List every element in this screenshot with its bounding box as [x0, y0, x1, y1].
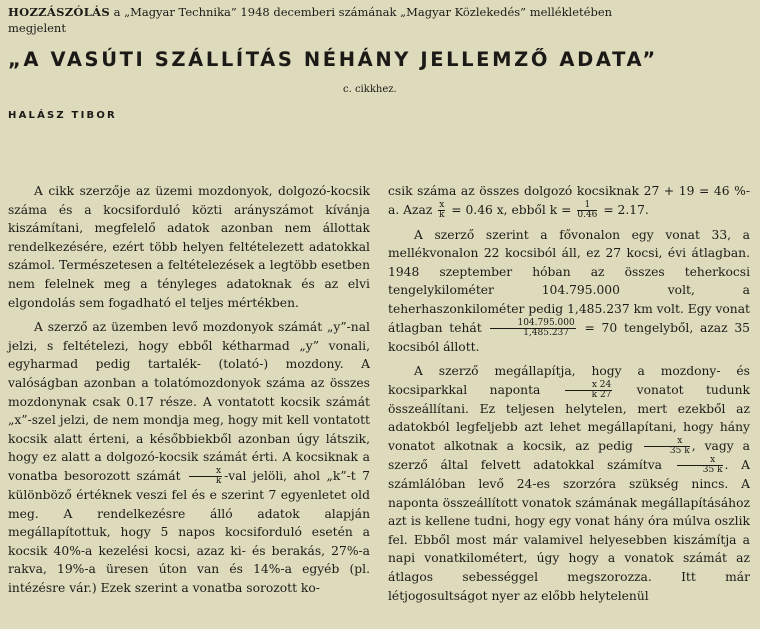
paragraph-text: A szerző megállapítja, hogy a mozdony- és kocsiparkkal naponta	[388, 364, 750, 397]
fraction	[438, 201, 445, 220]
header-note-bold: HOZZÁSZÓLÁS	[8, 5, 110, 19]
paragraph-text: csik száma az összes dolgozó kocsiknak 27 + 19 = 46 %-a. Azaz	[388, 184, 750, 217]
fraction-numerator: x	[677, 456, 723, 466]
fraction-denominator: k 27	[591, 389, 612, 400]
paragraph	[388, 182, 750, 220]
paragraph: A cikk szerzője az üzemi mozdonyok, dolgozó-kocsik száma és a kocsiforduló közti arányszámot kívánja kiszámítani, megfelelő adatok azonban nem állottak rendelkezésére, ezért több helyen feltételezett adatokkal számol. Természetesen a feltételezések a legtöbb esetben nem felelnek meg a tényleges adatoknak és az elvi elgondolás sem fogadható el teljes mértékben.	[8, 184, 370, 310]
fraction-denominator: 35 k	[669, 445, 690, 456]
left-column	[8, 182, 370, 603]
paragraph-text: A szerző szerint a fővonalon egy vonat 33, a mellékvonalon 22 kocsiból áll, ez 27 kocsi, évi átlagban. 1948 szeptember hóban az összes teherkocsi tengelykilométer 104.795.000 volt, a teherhaszonkilométer pedig 1,485.237 km volt. Egy vonat átlagban tehát	[388, 227, 750, 335]
paragraph-text: = 70 tengelyből, azaz 35 kocsiból állott.	[388, 320, 751, 354]
fraction-numerator: x 24	[565, 381, 612, 391]
fraction	[677, 456, 723, 475]
fraction	[490, 319, 575, 338]
fraction-denominator: 0.46	[577, 209, 598, 220]
right-column	[388, 182, 750, 611]
fraction	[565, 381, 612, 400]
paragraph-text: = 0.46 x, ebből k =	[451, 202, 572, 217]
header-note-text: a „Magyar Technika” 1948 decemberi számának „Magyar Közlekedés” mellékletében megjelent	[8, 5, 613, 35]
fraction-denominator: k	[215, 475, 222, 486]
fraction-denominator: k	[439, 209, 445, 220]
fraction-denominator: 1,485.237	[523, 327, 569, 338]
paragraph	[388, 362, 750, 605]
author-name: HALÁSZ TIBOR	[8, 110, 117, 121]
paragraph	[8, 318, 370, 597]
article-subtitle: c. cikkhez.	[343, 84, 397, 95]
paragraph-text: = 2.17.	[603, 202, 649, 217]
paragraph-text: , vagy a szerző által felvett adatokkal számítva	[388, 438, 750, 472]
fraction-denominator: 35 k	[702, 464, 723, 475]
paragraph-text: . A számlálóban levő 24-es szorzóra szükség nincs. A naponta összeállított vonatok számának megállapításához azt is kellene tudni, hogy egy vonat hány óra múlva oszlik fel. Ebből most már valamivel helyesebben kiszámítja a napi vonatkilométert, úgy hogy a vonatok számát az átlagos sebességgel megszorozza. Itt már létjogosultságot nyer az előbb helytelenül	[388, 457, 751, 603]
fraction	[644, 437, 690, 456]
paragraph-text: vonatot tudunk összeállítani. Ez teljesen helytelen, mert ezekből az adatokból legfeljebb azt lehet megállapítani, hogy hány vonatot alkotnak a kocsik, az pedig	[388, 382, 750, 453]
paragraph-text: -val jelöli, ahol „k”-t 7 különböző értéknek veszi fel és e szerint 7 egyenletet old meg. A rendelkezésre álló adatok alapján megállapítottuk, hogy 5 napos kocsiforduló esetén a kocsik 40%-a kezelési kocsi, azaz ki- és berakás, 27%-a rakva, 19%-a üresen úton van és 14%-a egyéb (pl. intézésre vár.) Ezek szerint a vonatba sorozott ko-	[8, 468, 370, 595]
paragraph	[388, 226, 750, 357]
fraction-numerator: x	[439, 199, 445, 210]
fraction	[577, 201, 597, 220]
paragraph-text: A szerző az üzemben levő mozdonyok számát „y”-nal jelzi, s feltételezi, hogy ebből kétharmad „y” vonali, egyharmad pedig tartalék- (tolató-) mozdony. A valóságban azonban a tolatómozdonyok száma az összes mozdonynak csak 0.17 része. A vontatott kocsik számát „x”-szel jelzi, de nem mondja meg, hogy mit kell vontatott kocsik alatt érteni, a későbbiekből azonban úgy látszik, hogy ez alatt a dolgozó-kocsik számát érti. A kocsiknak a vonatba besorozott számát	[8, 320, 370, 483]
article-title: „A VASÚTI SZÁLLÍTÁS NÉHÁNY JELLEMZŐ ADATA”	[8, 48, 658, 71]
fraction-numerator: x	[644, 437, 690, 447]
header-note	[8, 4, 628, 36]
fraction-numerator: x	[189, 467, 222, 477]
fraction-numerator: 1	[577, 201, 597, 211]
fraction	[189, 467, 222, 486]
fraction-numerator: 104.795.000	[490, 319, 575, 329]
